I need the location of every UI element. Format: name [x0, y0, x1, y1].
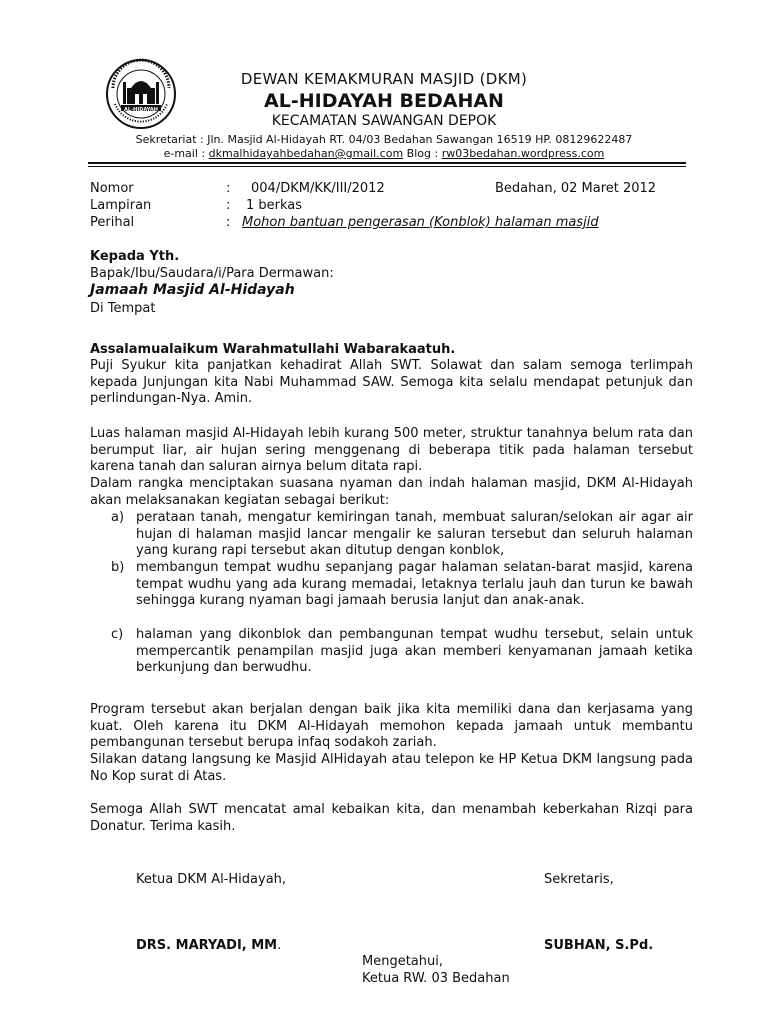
signature-left-name: [136, 938, 281, 953]
signature-right-title: Sekretaris,: [544, 872, 614, 887]
list-marker-a: a): [111, 510, 125, 525]
mengetahui-label: Mengetahui,: [362, 954, 443, 969]
blog-link[interactable]: rw03bedahan.wordpress.com: [441, 147, 605, 160]
paragraph-4: Program tersebut akan berjalan dengan baik jika kita memiliki dana dan kerjasama yang kuat. Oleh karena itu DKM Al-Hidayah memohon kepada jamaah untuk membantu pembangunan tersebut berupa infaq sodakoh zariah.: [90, 702, 693, 751]
paragraph-3: Dalam rangka menciptakan suasana nyaman dan indah halaman masjid, DKM Al-Hidayah akan melaksanakan kegiatan sebagai berikut:: [90, 476, 693, 508]
org-line-3: KECAMATAN SAWANGAN DEPOK: [271, 113, 497, 129]
letter-date: Bedahan, 02 Maret 2012: [495, 181, 657, 196]
signature-right-name: SUBHAN, S.Pd.: [544, 938, 654, 953]
list-item-a: perataan tanah, mengatur kemiringan tanah, membuat saluran/selokan air agar air hujan di halaman masjid lancar mengalir ke saluran tersebut dan seluruh halaman yang kurang rapi tersebut akan ditutup dengan konblok,: [136, 510, 693, 559]
nomor-label: Nomor: [90, 181, 134, 196]
email-link[interactable]: dkmalhidayahbedahan@gmail.com: [208, 147, 404, 160]
paragraph-2: Luas halaman masjid Al-Hidayah lebih kurang 500 meter, struktur tanahnya belum rata dan berumput liar, air hujan sering menggenang di beberapa titik pada halaman tersebut karena tanah dan saluran airnya belum ditata rapi.: [90, 426, 693, 475]
addressee-line-2: Jamaah Masjid Al-Hidayah: [90, 282, 295, 298]
list-item-b: membangun tempat wudhu sepanjang pagar halaman selatan-barat masjid, karena tempat wudhu yang ada kurang memadai, letaknya terlalu jauh dan turun ke bawah sehingga kurang nyaman bagi jamaah berusia lanjut dan anak-anak.: [136, 560, 693, 609]
lampiran-label: Lampiran: [90, 198, 152, 213]
list-item-c: halaman yang dikonblok dan pembangunan tempat wudhu tersebut, selain untuk mempercantik penampilan masjid juga akan memberi kenyamanan jamaah ketika berkunjung dan berwudhu.: [136, 627, 693, 676]
perihal-label: Perihal: [90, 215, 135, 230]
secretariat-address: Sekretariat : Jln. Masjid Al-Hidayah RT. 04/03 Bedahan Sawangan 16519 HP. 08129622487: [135, 133, 633, 146]
contact-line: [0, 147, 768, 160]
nomor-colon: :: [226, 181, 231, 196]
perihal-colon: :: [226, 215, 231, 230]
email-label: e-mail :: [163, 147, 209, 160]
paragraph-5: Silakan datang langsung ke Masjid AlHidayah atau telepon ke HP Ketua DKM langsung pada No Kop surat di Atas.: [90, 752, 693, 784]
paragraph-6: Semoga Allah SWT mencatat amal kebaikan kita, dan menambah keberkahan Rizqi para Donatur. Terima kasih.: [90, 802, 693, 834]
greeting: Assalamualaikum Warahmatullahi Wabarakaatuh.: [90, 342, 456, 357]
list-marker-c: c): [111, 627, 124, 642]
lampiran-colon: :: [226, 198, 231, 213]
letterhead-rule-thin: [88, 166, 686, 167]
signature-left-name-text: DRS. MARYADI, MM: [136, 938, 278, 953]
addressee-heading: Kepada Yth.: [90, 249, 180, 264]
perihal-value: Mohon bantuan pengerasan (Konblok) halaman masjid: [242, 215, 599, 230]
list-marker-b: b): [111, 560, 125, 575]
addressee-line-3: Di Tempat: [90, 301, 156, 316]
org-line-1: DEWAN KEMAKMURAN MASJID (DKM): [240, 70, 528, 88]
ketua-rw-label: Ketua RW. 03 Bedahan: [362, 971, 510, 986]
lampiran-value: 1 berkas: [246, 198, 303, 213]
paragraph-1: Puji Syukur kita panjatkan kehadirat Allah SWT. Solawat dan salam semoga terlimpah kepada Junjungan kita Nabi Muhammad SAW. Semoga kita selalu mendapat petunjuk dan perlindungan-Nya. Amin.: [90, 358, 693, 407]
signature-left-name-suffix: .: [277, 938, 282, 953]
nomor-value: 004/DKM/KK/III/2012: [251, 181, 385, 196]
addressee-line-1: Bapak/Ibu/Saudara/i/Para Dermawan:: [90, 266, 334, 281]
signature-left-title: Ketua DKM Al-Hidayah,: [136, 872, 287, 887]
blog-label: Blog :: [403, 147, 442, 160]
org-line-2: AL-HIDAYAH BEDAHAN: [264, 90, 504, 112]
logo-label: AL-HIDAYAH: [124, 107, 158, 113]
letterhead-rule-thick: [88, 162, 686, 164]
